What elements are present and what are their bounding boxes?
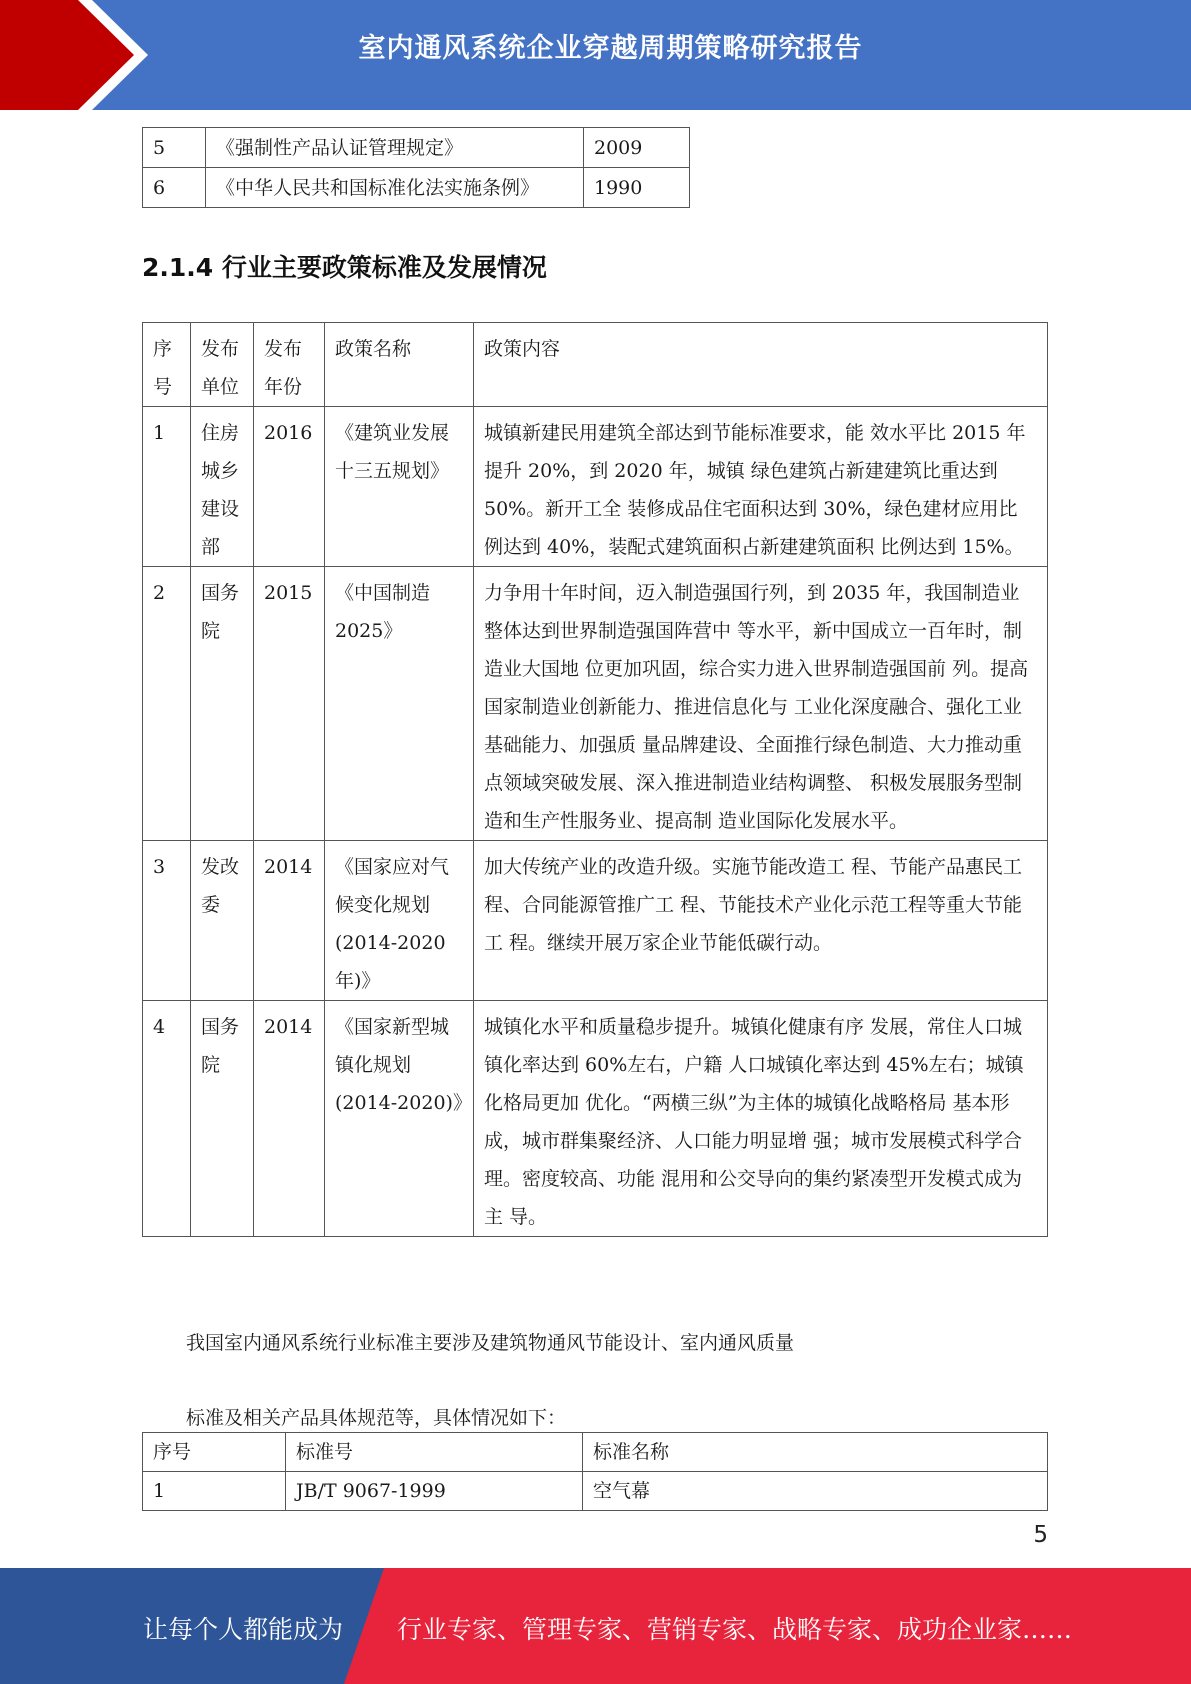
header-no: 序号 bbox=[143, 1433, 286, 1472]
table-header-row bbox=[143, 1433, 1048, 1472]
policy-no: 2 bbox=[143, 567, 191, 841]
table-cell: 6 bbox=[143, 168, 206, 208]
page-number: 5 bbox=[1033, 1522, 1048, 1548]
page-header bbox=[0, 0, 1191, 110]
table-row bbox=[143, 841, 1048, 1001]
table-cell: 5 bbox=[143, 128, 206, 168]
header-content: 政策内容 bbox=[474, 323, 1048, 407]
body-paragraph: 我国室内通风系统行业标准主要涉及建筑物通风节能设计、室内通风质量 bbox=[186, 1332, 795, 1354]
policy-table bbox=[142, 322, 1048, 1237]
policy-content: 城镇新建民用建筑全部达到节能标准要求，能 效水平比 2015 年提升 20%，到 2020 年，城镇 绿色建筑占新建建筑比重达到 50%。新开工全 装修成品住宅面积达到 30%，绿色建材应用比 例达到 40%，装配式建筑面积占新建建筑面积 比例达到 15%。 bbox=[474, 407, 1048, 567]
standard-table bbox=[142, 1432, 1048, 1511]
standard-code: JB/T 9067-1999 bbox=[286, 1472, 583, 1511]
table-cell: 《强制性产品认证管理规定》 bbox=[206, 128, 584, 168]
policy-unit: 国务院 bbox=[191, 1001, 254, 1237]
policy-no: 4 bbox=[143, 1001, 191, 1237]
policy-name: 《国家应对气候变化规划(2014-2020年)》 bbox=[325, 841, 474, 1001]
policy-name: 《中国制造2025》 bbox=[325, 567, 474, 841]
table-row bbox=[143, 567, 1048, 841]
header-name: 标准名称 bbox=[583, 1433, 1048, 1472]
table-row bbox=[143, 128, 690, 168]
policy-content: 加大传统产业的改造升级。实施节能改造工 程、节能产品惠民工程、合同能源管推广工 程、节能技术产业化示范工程等重大节能工 程。继续开展万家企业节能低碳行动。 bbox=[474, 841, 1048, 1001]
header-no: 序号 bbox=[143, 323, 191, 407]
policy-content: 城镇化水平和质量稳步提升。城镇化健康有序 发展，常住人口城镇化率达到 60%左右，户籍 人口城镇化率达到 45%左右；城镇化格局更加 优化。“两横三纵”为主体的城镇化战略格局 基本形成，城市群集聚经济、人口能力明显增 强；城市发展模式科学合理。密度较高、功能 混用和公交导向的集约紧凑型开发模式成为主 导。 bbox=[474, 1001, 1048, 1237]
header-code: 标准号 bbox=[286, 1433, 583, 1472]
footer-slogan-right: 行业专家、管理专家、营销专家、战略专家、成功企业家…… bbox=[397, 1615, 1073, 1644]
table-row bbox=[143, 1472, 1048, 1511]
table-cell: 2009 bbox=[584, 128, 690, 168]
policy-unit: 国务院 bbox=[191, 567, 254, 841]
footer-slogan-left: 让每个人都能成为 bbox=[143, 1615, 344, 1644]
body-paragraph: 标准及相关产品具体规范等，具体情况如下： bbox=[186, 1407, 567, 1429]
policy-year: 2015 bbox=[254, 567, 325, 841]
policy-name: 《国家新型城镇化规划(2014-2020)》 bbox=[325, 1001, 474, 1237]
policy-name: 《建筑业发展十三五规划》 bbox=[325, 407, 474, 567]
policy-year: 2014 bbox=[254, 1001, 325, 1237]
table-row bbox=[143, 1001, 1048, 1237]
table-row bbox=[143, 407, 1048, 567]
table-header-row bbox=[143, 323, 1048, 407]
policy-unit: 住房城乡建设部 bbox=[191, 407, 254, 567]
header-year: 发布年份 bbox=[254, 323, 325, 407]
policy-no: 1 bbox=[143, 407, 191, 567]
policy-year: 2014 bbox=[254, 841, 325, 1001]
standard-name: 空气幕 bbox=[583, 1472, 1048, 1511]
table-cell: 1990 bbox=[584, 168, 690, 208]
standard-no: 1 bbox=[143, 1472, 286, 1511]
table-row bbox=[143, 168, 690, 208]
header-name: 政策名称 bbox=[325, 323, 474, 407]
table-cell: 《中华人民共和国标准化法实施条例》 bbox=[206, 168, 584, 208]
header-unit: 发布单位 bbox=[191, 323, 254, 407]
policy-no: 3 bbox=[143, 841, 191, 1001]
policy-unit: 发改委 bbox=[191, 841, 254, 1001]
report-title: 室内通风系统企业穿越周期策略研究报告 bbox=[358, 33, 863, 64]
policy-content: 力争用十年时间，迈入制造强国行列，到 2035 年，我国制造业整体达到世界制造强国阵营中 等水平，新中国成立一百年时，制造业大国地 位更加巩固，综合实力进入世界制造强国前 列。提高国家制造业创新能力、推进信息化与 工业化深度融合、强化工业基础能力、加强质 量品牌建设、全面推行绿色制造、大力推动重 点领域突破发展、深入推进制造业结构调整、 积极发展服务型制造和生产性服务业、提高制 造业国际化发展水平。 bbox=[474, 567, 1048, 841]
section-heading: 2.1.4 行业主要政策标准及发展情况 bbox=[142, 253, 547, 282]
page-footer bbox=[0, 1568, 1191, 1684]
law-table bbox=[142, 127, 690, 208]
policy-year: 2016 bbox=[254, 407, 325, 567]
